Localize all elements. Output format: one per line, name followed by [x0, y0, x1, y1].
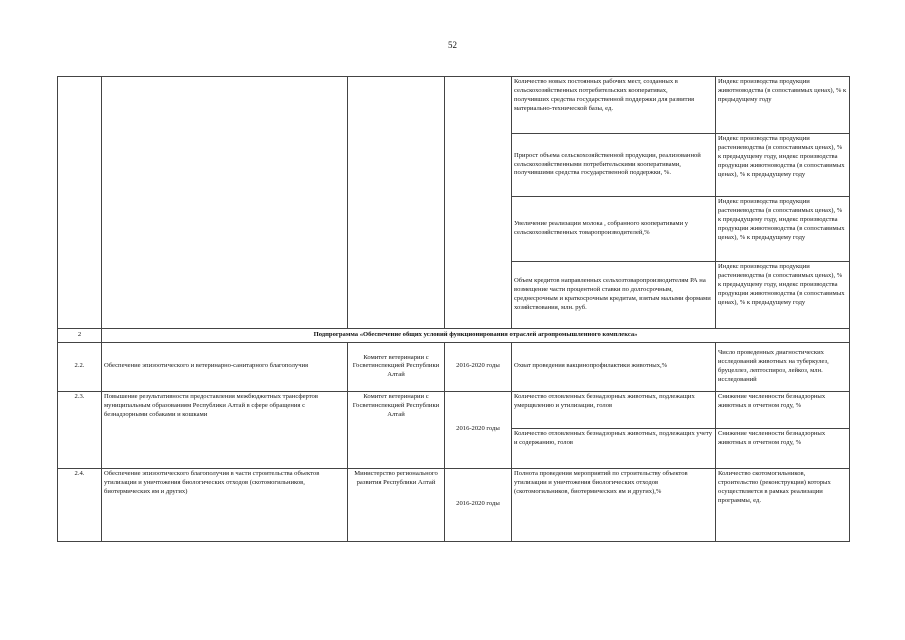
row-indicator: Количество отловленных безнадзорных животных, подлежащих учету и содержанию, голов	[512, 428, 716, 468]
indicator-text: получившими средства государственной поддержки, %.	[514, 169, 672, 177]
row-number: 2.4.	[58, 468, 102, 541]
subprogram-row	[58, 329, 850, 343]
row-number: 2.3.	[58, 391, 102, 468]
name-cell	[102, 77, 348, 329]
row-name: Повышение результативности предоставления межбюджетных трансфертов муниципальным образованиям Республики Алтай в сфере обращения с безнадзорными собаками и кошками	[102, 391, 348, 468]
table-row	[58, 468, 850, 541]
goal-cell: Индекс производства продукции растениеводства (в сопоставимых ценах), % к предыдущему году, индекс производства продукции животноводства (в сопоставимых ценах), % к предыдущему году	[716, 134, 850, 197]
row-period: 2016-2020 годы	[445, 391, 512, 468]
row-goal: Количество скотомогильников, строительство (реконструкция) которых осуществляется в рамках реализации программы, ед.	[716, 468, 850, 541]
row-indicator: Количество отловленных безнадзорных животных, подлежащих умерщвлению и утилизации, голов	[512, 391, 716, 428]
indicator-text: получивших средства государственной поддержки для развития материально-технической базы, ед.	[514, 95, 695, 112]
row-number: 2.2.	[58, 342, 102, 391]
indicator-cell	[512, 134, 716, 197]
row-name: Обеспечение эпизоотического и ветеринарно-санитарного благополучия	[102, 342, 348, 391]
row-indicator: Охват проведения вакцинопрофилактики животных,%	[512, 342, 716, 391]
row-executor: Министерство регионального развития Республики Алтай	[348, 468, 445, 541]
goal-cell: Индекс производства продукции растениеводства (в сопоставимых ценах), % к предыдущему году, индекс производства продукции животноводства (в сопоставимых ценах), % к предыдущему году	[716, 197, 850, 262]
row-executor: Комитет ветеринарии с Госветинспекцией Республики Алтай	[348, 391, 445, 468]
indicator-cell: Увеличение реализации молока , собранного кооперативами у сельскохозяйственных товаропроизводителей,%	[512, 197, 716, 262]
indicator-cell	[512, 77, 716, 134]
goal-cell: Индекс производства продукции животноводства (в сопоставимых ценах), % к предыдущему году	[716, 77, 850, 134]
table-row	[58, 77, 850, 134]
program-table	[57, 76, 850, 542]
row-goal: Снижение численности безнадзорных животных в отчетном году, %	[716, 428, 850, 468]
row-executor: Комитет ветеринарии с Госветинспекцией Республики Алтай	[348, 342, 445, 391]
num-cell	[58, 77, 102, 329]
subprogram-title: Подпрограмма «Обеспечение общих условий функционирования отраслей агропромышленного комплекса»	[102, 329, 850, 343]
indicator-text: Количество новых постоянных рабочих мест, созданных в сельскохозяйственных потребительских кооперативах,	[514, 78, 678, 94]
executor-cell	[348, 77, 445, 329]
row-period: 2016-2020 годы	[445, 342, 512, 391]
subprogram-number: 2	[58, 329, 102, 343]
indicator-text: Прирост объема сельскохозяйственной продукции, реализованной сельскохозяйственными потребительскими кооперативами,	[514, 151, 701, 168]
page-number: 52	[448, 40, 457, 50]
period-cell	[445, 77, 512, 329]
indicator-cell: Объем кредитов направленных сельхозтоваропроизводителям РА на возмещение части процентной ставки по долгосрочным, среднесрочным и краткосрочным кредитам, взятым малыми формами хозяйствования, млн. руб.	[512, 262, 716, 329]
row-name: Обеспечение эпизоотического благополучия в части строительства объектов утилизации и уничтожения биологических отходов (скотомогильников, биотермических ям и других)	[102, 468, 348, 541]
row-indicator: Полнота проведения мероприятий по строительству объектов утилизации и уничтожения биологических отходов (скотомогильников, биотермических ям и других),%	[512, 468, 716, 541]
table-row	[58, 391, 850, 428]
row-goal: Снижение численности безнадзорных животных в отчетном году, %	[716, 391, 850, 428]
row-period: 2016-2020 годы	[445, 468, 512, 541]
table-row	[58, 342, 850, 391]
goal-cell: Индекс производства продукции растениеводства (в сопоставимых ценах), % к предыдущему году, индекс производства продукции животноводства (в сопоставимых ценах), % к предыдущему году	[716, 262, 850, 329]
row-goal: Число проведенных диагностических исследований животных на туберкулез, бруцеллез, лептоспироз, лейкоз, млн. исследований	[716, 342, 850, 391]
